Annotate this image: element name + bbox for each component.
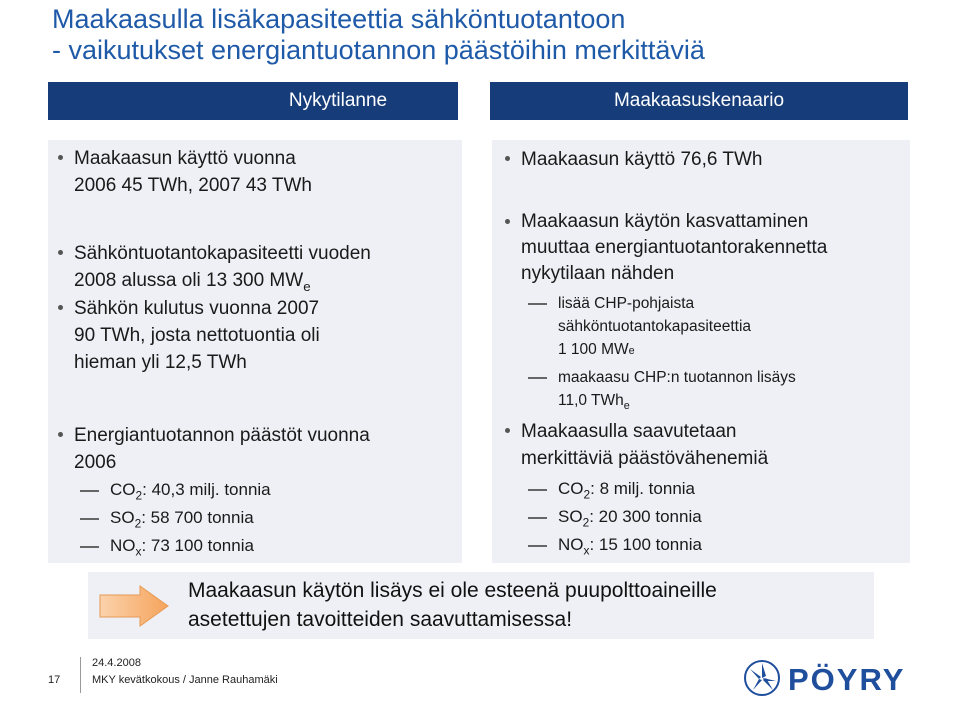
co2-value: : 8 milj. tonnia [590, 479, 696, 498]
poyry-logo [742, 657, 952, 699]
bullet-dot [505, 219, 510, 224]
left-bullet-3-line-1: Sähkön kulutus vuonna 2007 [74, 298, 320, 319]
right-sub-chp-capacity [558, 292, 751, 363]
right-bullet-2-line-2: muuttaa energiantuotantorakennetta [521, 237, 828, 258]
left-header-label: Nykytilanne [288, 90, 388, 111]
right-bullet-reductions [521, 418, 768, 472]
chp-twh-subscript: e [623, 400, 630, 413]
dash-marker [528, 517, 547, 519]
right-sub-chp-production [558, 366, 796, 418]
bullet-dot [505, 428, 510, 433]
chp-mw-subscript: e [628, 345, 635, 357]
left-bullet-consumption [74, 295, 320, 376]
right-bullet-structure [521, 209, 827, 287]
dash-marker [80, 546, 99, 548]
co2-sub: 2 [583, 487, 591, 502]
right-emission-nox [558, 532, 702, 563]
nox-value: : 73 100 tonnia [141, 536, 254, 555]
right-bullet-2-line-3: nykytilaan nähden [521, 263, 675, 284]
dash-marker [528, 545, 547, 547]
so2-value: : 58 700 tonnia [141, 508, 254, 527]
left-emission-co2 [110, 477, 271, 508]
left-column-header [48, 82, 458, 120]
right-bullet-3-line-1: Maakaasulla saavutetaan [521, 421, 737, 442]
callout-text [188, 576, 868, 634]
nox-sub: x [135, 544, 142, 559]
so2-prefix: SO [558, 507, 583, 526]
arrow-right-icon [98, 584, 170, 628]
right-bullet-gas-usage [521, 146, 763, 173]
dash-marker [528, 377, 547, 379]
dash-marker [528, 489, 547, 491]
bullet-dot [58, 250, 63, 255]
poyry-emblem-icon [745, 661, 779, 695]
so2-sub: 2 [134, 516, 142, 531]
so2-value: : 20 300 tonnia [589, 507, 702, 526]
nox-sub: x [583, 543, 590, 558]
chp-line-3 [558, 338, 751, 363]
left-bullet-4-line-2: 2006 [74, 452, 117, 473]
chp-prod-line-1: maakaasu CHP:n tuotannon lisäys [558, 369, 796, 386]
capacity-subscript: e [303, 278, 311, 294]
so2-prefix: SO [110, 508, 135, 527]
callout-line-2: asetettujen tavoitteiden saavuttamisessa! [188, 608, 573, 631]
logo-wordmark: PÖYRY [788, 662, 906, 697]
bullet-dot [58, 155, 63, 160]
co2-prefix: CO [558, 479, 584, 498]
left-bullet-gas-usage [74, 145, 312, 199]
dash-marker [80, 490, 99, 492]
chp-line-2: sähköntuotantokapasiteettia [558, 318, 752, 335]
left-emission-nox [110, 533, 254, 564]
left-bullet-3-line-2: 90 TWh, josta nettotuontia oli [74, 325, 320, 346]
chp-line-1: lisää CHP-pohjaista [558, 295, 695, 312]
chp-prod-line-2 [558, 389, 796, 418]
so2-sub: 2 [582, 515, 590, 530]
footer-event: MKY kevätkokous / Janne Rauhamäki [92, 674, 278, 686]
co2-value: : 40,3 milj. tonnia [142, 480, 271, 499]
right-bullet-2-line-1: Maakaasun käytön kasvattaminen [521, 211, 809, 232]
page-number: 17 [48, 674, 61, 686]
left-bullet-1-line-2: 2006 45 TWh, 2007 43 TWh [74, 175, 313, 196]
right-emission-so2 [558, 504, 702, 535]
co2-sub: 2 [135, 488, 143, 503]
right-column-header: Maakaasuskenaario [490, 82, 908, 120]
callout-line-1: Maakaasun käytön lisäys ei ole esteenä puupolttoaineille [188, 579, 717, 602]
chp-mw-text: 1 100 MW [558, 341, 629, 358]
footer-divider [80, 657, 81, 693]
slide-title [52, 4, 932, 66]
left-bullet-2-line-1: Sähköntuotantokapasiteetti vuoden [74, 243, 371, 264]
bullet-dot [58, 305, 63, 310]
title-line-2: - vaikutukset energiantuotannon päästöihin merkittäviä [52, 35, 705, 65]
footer-date: 24.4.2008 [92, 657, 141, 669]
left-bullet-3-line-3: hieman yli 12,5 TWh [74, 352, 247, 373]
title-line-1: Maakaasulla lisäkapasiteettia sähköntuotantoon [52, 4, 626, 34]
right-bullet-1-text: Maakaasun käyttö 76,6 TWh [521, 149, 763, 170]
bullet-dot [505, 156, 510, 161]
left-emission-so2 [110, 505, 254, 536]
capacity-text: 2008 alussa oli 13 300 MW [74, 270, 304, 291]
chp-twh-text: 11,0 TWh [558, 392, 624, 409]
nox-prefix: NO [110, 536, 136, 555]
dash-marker [80, 518, 99, 520]
nox-prefix: NO [558, 535, 584, 554]
bullet-dot [58, 432, 63, 437]
left-bullet-4-line-1: Energiantuotannon päästöt vuonna [74, 425, 370, 446]
co2-prefix: CO [110, 480, 136, 499]
nox-value: : 15 100 tonnia [589, 535, 702, 554]
left-bullet-capacity [74, 240, 371, 300]
left-bullet-1-line-1: Maakaasun käyttö vuonna [74, 148, 296, 169]
left-bullet-emissions [74, 422, 370, 476]
right-emission-co2 [558, 476, 695, 507]
dash-marker [528, 303, 547, 305]
right-bullet-3-line-2: merkittäviä päästövähenemiä [521, 448, 769, 469]
